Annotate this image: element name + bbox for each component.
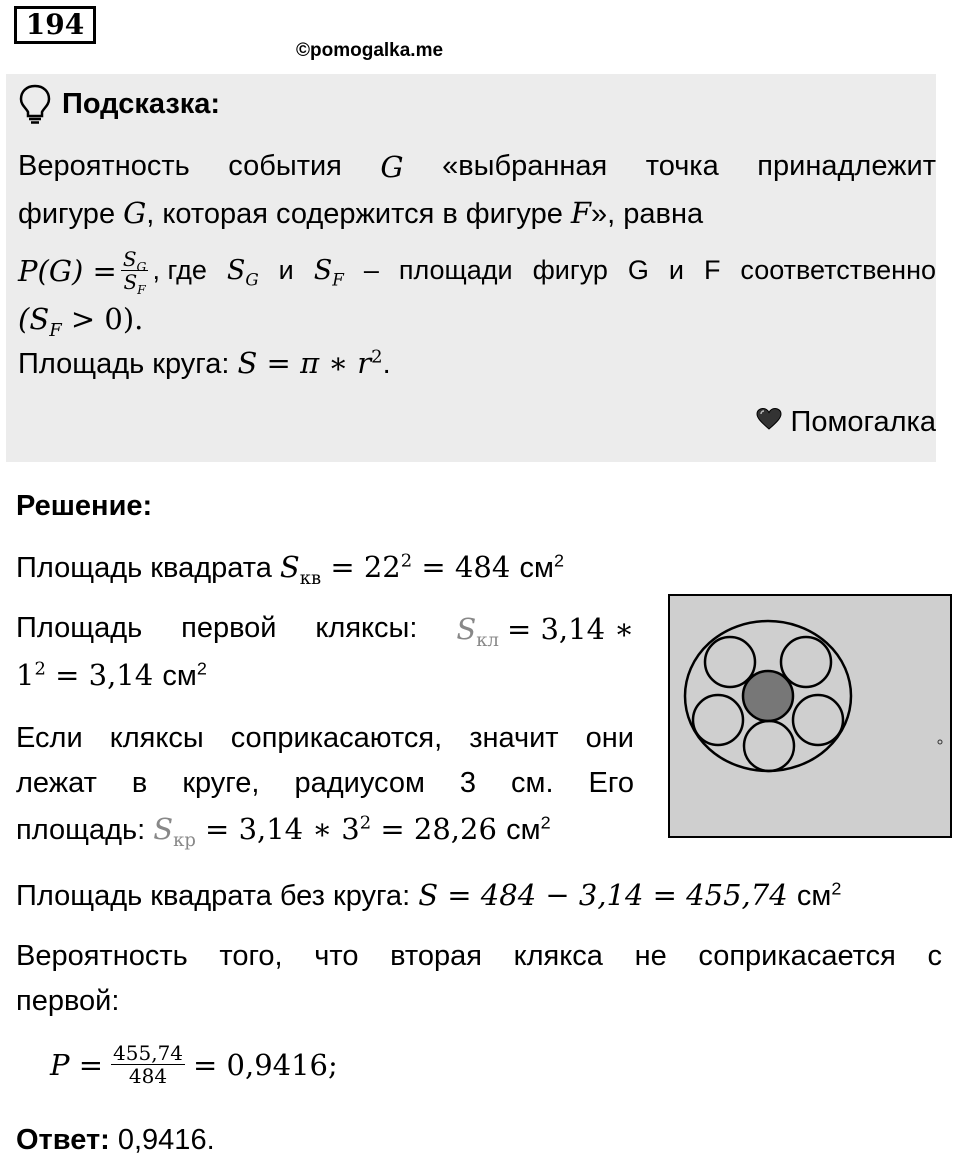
hint-word: фигур (532, 255, 608, 285)
hint-word: и (668, 255, 684, 285)
solution-word: см. (511, 767, 554, 799)
unit-sup: 2 (196, 658, 207, 679)
hint-text: . (382, 348, 391, 380)
math-S: S (279, 550, 300, 584)
area-SF: $S_F$ (313, 255, 344, 290)
math-sup: 2 (359, 812, 372, 834)
probability-formula (50, 1042, 338, 1087)
unit-sup: 2 (540, 812, 551, 833)
blots-diagram (670, 596, 950, 836)
task-number: 194 (14, 6, 96, 44)
math-expr: = 28,26 (371, 812, 507, 846)
solution-word: не (634, 940, 667, 972)
answer-line (16, 1124, 215, 1157)
hint-text: , которая содержится в фигуре (146, 198, 571, 230)
hint-word: F (703, 255, 721, 285)
probability-line-2: первой: (16, 985, 120, 1017)
formula-lhs: P(G) = (18, 253, 117, 288)
solution-word: что (314, 940, 359, 972)
solution-word: первой (181, 612, 277, 644)
math-expr: 1 (16, 658, 35, 692)
brand-text: Помогалка (790, 406, 936, 438)
hint-word: G (627, 255, 649, 285)
math-expr: = 3,14 ∗ (506, 612, 634, 646)
hint-math: (S (18, 302, 50, 336)
touch-line-2 (16, 767, 634, 800)
hint-math: > 0). (61, 302, 144, 336)
solution-text: площадь: (16, 814, 154, 846)
small-dot (938, 740, 942, 744)
frac-den-sub: F (137, 282, 146, 297)
solution-word: 3 (459, 767, 477, 799)
hint-word: – (363, 255, 379, 285)
blot-area-line-1 (16, 612, 634, 651)
hint-word: соответственно (740, 255, 936, 285)
no-circle-line (16, 878, 841, 913)
math-expr: = 484 (412, 550, 520, 584)
math-expr: = 3,14 (45, 658, 163, 692)
sub-G: G (245, 269, 259, 290)
math-expr: = 3,14 ∗ 3 (195, 812, 360, 846)
frac-num: 455,74 (113, 1041, 184, 1065)
unit: см (162, 660, 197, 692)
frac-den: S (123, 270, 138, 294)
heart-icon (755, 406, 783, 439)
touch-line-1 (16, 722, 634, 755)
solution-word: кляксы: (315, 612, 418, 644)
solution-word: Его (588, 767, 634, 799)
answer-label: Ответ: (16, 1124, 110, 1156)
hint-text: Площадь круга: (18, 348, 238, 380)
solution-text: Площадь квадрата без круга: (16, 880, 419, 912)
math-expr: = 0,9416; (193, 1047, 338, 1082)
hint-title: Подсказка: (62, 88, 221, 120)
math-expr: S = 484 − 3,14 = 455,74 (418, 878, 797, 912)
square-area-line (16, 550, 564, 589)
math-expr: P = (50, 1047, 104, 1082)
hint-text: », равна (591, 198, 704, 230)
probability-line-1 (16, 940, 942, 973)
solution-word: Если (16, 722, 83, 754)
hint-math-sub: F (49, 319, 62, 341)
solution-word: Вероятность (16, 940, 188, 972)
unit: см (796, 880, 832, 912)
math-sup: 2 (34, 658, 46, 680)
solution-word: соприкасается (698, 940, 896, 972)
hint-text: фигуре (18, 198, 124, 230)
solution-word: они (585, 722, 634, 754)
probability-formula (18, 247, 207, 297)
hint-word: площади (398, 255, 513, 285)
hint-word: Вероятность (18, 150, 190, 182)
hint-word: события (228, 150, 342, 182)
math-S: S (153, 812, 174, 846)
watermark: ©pomogalka.me (296, 40, 444, 61)
answer-value: 0,9416. (109, 1124, 215, 1156)
hint-word: и (278, 255, 294, 285)
circle-area-formula: S = π ∗ r (237, 346, 372, 380)
blots-figure (668, 594, 952, 838)
blot-circle (793, 695, 843, 745)
solution-word: радиусом (294, 767, 425, 799)
math-sub: кр (173, 829, 196, 851)
frac-den: 484 (128, 1064, 168, 1088)
math-S: S (456, 612, 477, 646)
sub-F: F (332, 269, 344, 290)
hint-var-G: G (380, 150, 404, 184)
hint-line-5 (18, 346, 391, 381)
formula-fraction (121, 247, 149, 297)
hint-box (6, 74, 936, 462)
blot-circle (744, 721, 794, 771)
hint-line-3 (18, 247, 936, 297)
math-sub: кв (299, 567, 322, 589)
solution-word: значит (469, 722, 559, 754)
solution-word: того, (219, 940, 283, 972)
blot-circle (693, 695, 743, 745)
hint-word: точка (645, 150, 719, 182)
solution-word: круге, (182, 767, 260, 799)
frac-num: S (122, 247, 137, 271)
unit-sup: 2 (553, 550, 564, 571)
hint-line-1 (18, 150, 936, 184)
first-blot (743, 671, 793, 721)
area-SG: $S_G$ (226, 255, 259, 290)
blot-circle (705, 637, 755, 687)
brand-label (755, 406, 936, 439)
blot-circle (781, 637, 831, 687)
hint-word: «выбранная (442, 150, 608, 182)
solution-word: соприкасаются, (230, 722, 443, 754)
math-sup: 2 (400, 550, 413, 572)
probability-fraction (111, 1042, 185, 1087)
solution-word: клякса (513, 940, 603, 972)
blot-area-line-2 (16, 658, 207, 693)
unit-sup: 2 (831, 878, 842, 899)
solution-text: Площадь квадрата (16, 552, 280, 584)
hint-word: принадлежит (757, 150, 936, 182)
hint-var-G: G (123, 196, 147, 230)
solution-word: Площадь (16, 612, 143, 644)
hint-line-2 (18, 196, 703, 231)
hint-sup: 2 (371, 346, 383, 368)
math-sub: кл (476, 629, 499, 651)
solution-word: с (927, 940, 942, 972)
unit: см (506, 814, 541, 846)
hint-var-F: F (570, 196, 592, 230)
solution-word: лежат (16, 767, 97, 799)
lightbulb-icon (18, 84, 52, 129)
solution-word: вторая (390, 940, 482, 972)
math-expr: = 22 (321, 550, 401, 584)
hint-line-4 (18, 302, 144, 341)
blot-formula (456, 612, 634, 651)
solution-title: Решение: (16, 490, 153, 522)
hint-text: , где (152, 255, 207, 285)
unit: см (519, 552, 554, 584)
solution-word: в (131, 767, 148, 799)
touch-line-3 (16, 812, 551, 851)
frac-num-sub: G (136, 259, 147, 274)
solution-word: кляксы (109, 722, 204, 754)
